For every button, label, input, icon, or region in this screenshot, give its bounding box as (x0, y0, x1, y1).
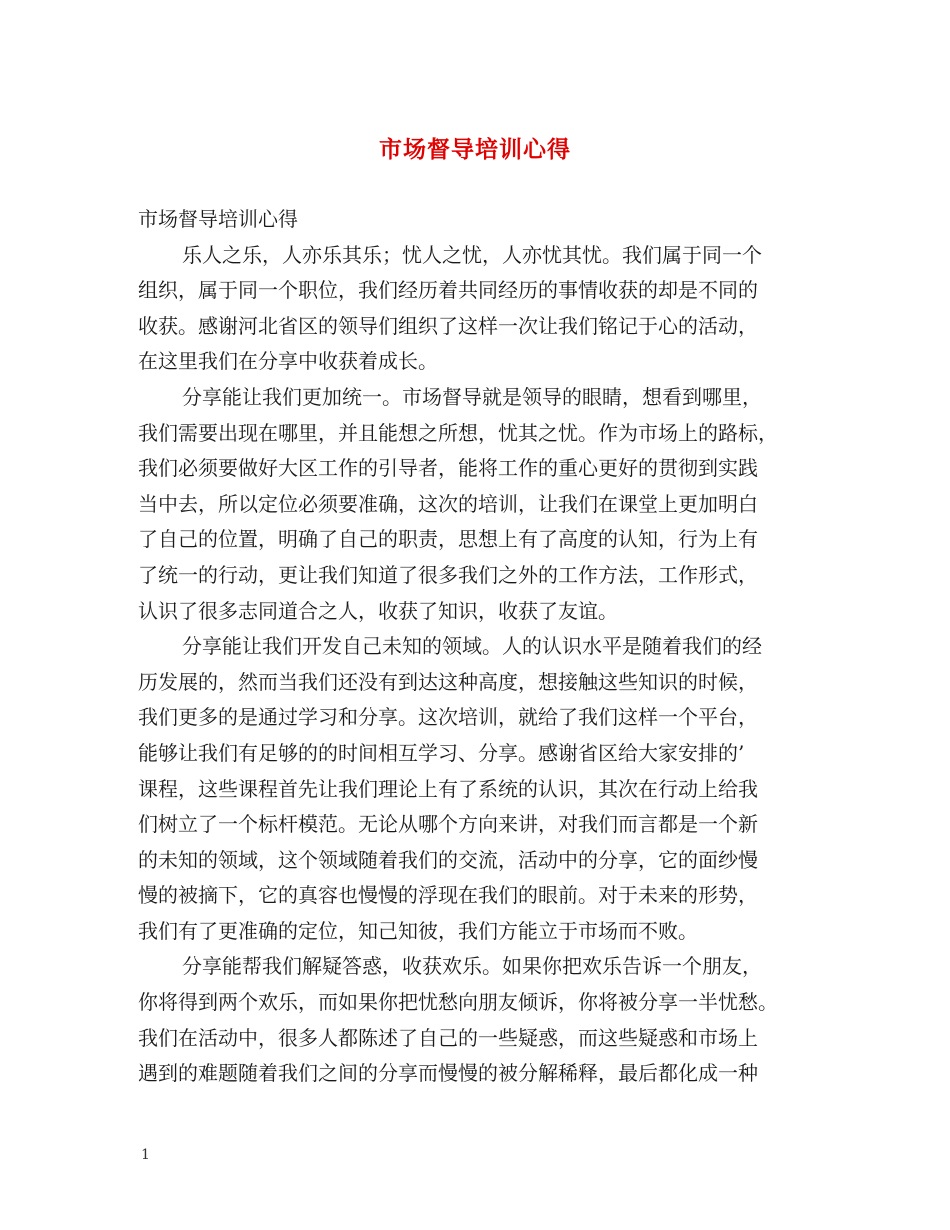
paragraph-3-line-4: 能够让我们有足够的的时间相互学习、分享。感谢省区给大家安排的’ (138, 740, 745, 765)
page-number: 1 (141, 1147, 150, 1163)
paragraph-4-line-1: 分享能帮我们解疑答惑，收获欢乐。如果你把欢乐告诉一个朋友， (182, 954, 762, 979)
paragraph-2-line-5: 了自己的位置，明确了自己的职责，思想上有了高度的认知，行为上有 (138, 527, 758, 552)
paragraph-1-line-4: 在这里我们在分享中收获着成长。 (138, 349, 438, 374)
paragraph-3-line-6: 们树立了一个标杆模范。无论从哪个方向来讲，对我们而言都是一个新 (138, 812, 758, 837)
paragraph-1-line-3: 收获。感谢河北省区的领导们组织了这样一次让我们铭记于心的活动， (138, 313, 758, 338)
document-title: 市场督导培训心得 (379, 136, 571, 163)
paragraph-3-line-9: 我们有了更准确的定位，知己知彼，我们方能立于市场而不败。 (138, 918, 698, 943)
paragraph-1-line-2: 组织，属于同一个职位，我们经历着共同经历的事情收获的却是不同的 (138, 278, 758, 303)
paragraph-2-line-7: 认识了很多志同道合之人，收获了知识，收获了友谊。 (138, 598, 618, 623)
paragraph-3-line-8: 慢的被摘下，它的真容也慢慢的浮现在我们的眼前。对于未来的形势， (138, 883, 758, 908)
paragraph-4-line-2: 你将得到两个欢乐，而如果你把忧愁向朋友倾诉，你将被分享一半忧愁。 (138, 990, 778, 1015)
paragraph-2-line-1: 分享能让我们更加统一。市场督导就是领导的眼睛，想看到哪里， (182, 384, 762, 409)
paragraph-3-line-1: 分享能让我们开发自己未知的领域。人的认识水平是随着我们的经 (182, 634, 762, 659)
paragraph-3-line-7: 的未知的领域，这个领域随着我们的交流，活动中的分享，它的面纱慢 (138, 847, 758, 872)
paragraph-3-line-5: 课程，这些课程首先让我们理论上有了系统的认识，其次在行动上给我 (138, 776, 758, 801)
paragraph-3-line-2: 历发展的，然而当我们还没有到达这种高度，想接触这些知识的时候， (138, 669, 758, 694)
paragraph-2-line-4: 当中去，所以定位必须要准确，这次的培训，让我们在课堂上更加明白 (138, 491, 758, 516)
paragraph-1-line-1: 乐人之乐，人亦乐其乐；忧人之忧，人亦忧其忧。我们属于同一个 (182, 242, 762, 267)
paragraph-2-line-2: 我们需要出现在哪里，并且能想之所想，忧其之忧。作为市场上的路标， (138, 420, 778, 445)
paragraph-4-line-4: 遇到的难题随着我们之间的分享而慢慢的被分解稀释，最后都化成一种 (138, 1061, 758, 1086)
subtitle-line: 市场督导培训心得 (138, 207, 298, 231)
paragraph-3-line-3: 我们更多的是通过学习和分享。这次培训，就给了我们这样一个平台， (138, 705, 758, 730)
paragraph-2-line-6: 了统一的行动，更让我们知道了很多我们之外的工作方法，工作形式， (138, 562, 758, 587)
document-body (138, 202, 838, 1092)
paragraph-2-line-3: 我们必须要做好大区工作的引导者，能将工作的重心更好的贯彻到实践 (138, 456, 758, 481)
paragraph-4-line-3: 我们在活动中，很多人都陈述了自己的一些疑惑，而这些疑惑和市场上 (138, 1025, 758, 1050)
